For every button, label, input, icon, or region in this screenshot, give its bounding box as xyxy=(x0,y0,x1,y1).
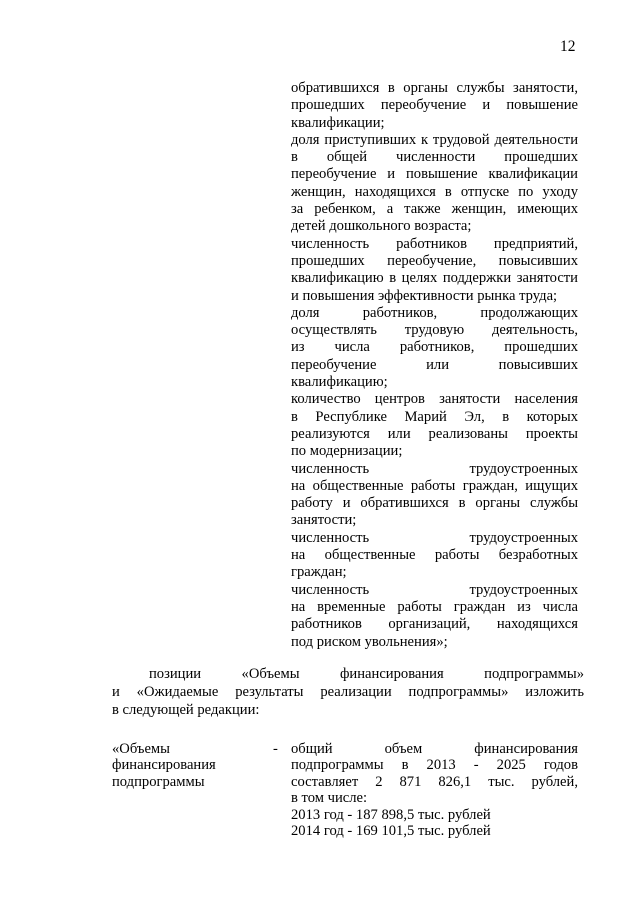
indicator-line: под риском увольнения»; xyxy=(291,633,448,650)
instruction-line: позиции «Объемы финансирования подпрограммы» xyxy=(149,666,584,682)
indicator-line: на временные работы граждан из числа xyxy=(291,598,578,615)
indicator-line: работу и обратившихся в органы службы xyxy=(291,495,578,512)
table-right-cell xyxy=(291,741,578,839)
instruction-line: в следующей редакции: xyxy=(112,702,260,719)
instruction-paragraph xyxy=(112,665,584,720)
table-right-line: общий объем финансирования xyxy=(291,741,578,757)
indicator-line: переобучение или повысивших xyxy=(291,356,578,373)
indicator-line: обратившихся в органы службы занятости, xyxy=(291,80,578,96)
table-left-line: финансирования xyxy=(112,757,216,774)
instruction-line: и «Ожидаемые результаты реализации подпрограммы» изложить xyxy=(112,684,584,701)
indicator-line: детей дошкольного возраста; xyxy=(291,218,472,235)
indicator-line: численность трудоустроенных xyxy=(291,581,578,598)
indicator-line: численность работников предприятий, xyxy=(291,235,578,252)
indicator-line: работников организаций, находящихся xyxy=(291,616,578,633)
indicator-line: занятости; xyxy=(291,512,357,529)
indicator-line: квалификацию; xyxy=(291,374,388,391)
table-dash: - xyxy=(273,741,278,757)
indicator-line: из числа работников, прошедших xyxy=(291,339,578,356)
indicator-line: доля приступивших к трудовой деятельности xyxy=(291,131,578,148)
indicator-list xyxy=(291,80,578,651)
indicator-line: квалификации; xyxy=(291,114,385,131)
indicator-line: реализуются или реализованы проекты xyxy=(291,425,578,442)
indicator-line: граждан; xyxy=(291,564,347,581)
table-right-line: 2013 год - 187 898,5 тыс. рублей xyxy=(291,806,491,823)
indicator-line: численность трудоустроенных xyxy=(291,460,578,477)
indicator-line: прошедших переобучение, повысивших xyxy=(291,252,578,269)
indicator-line: прошедших переобучение и повышение xyxy=(291,97,578,114)
table-right-line: в том числе: xyxy=(291,790,368,807)
indicator-line: по модернизации; xyxy=(291,443,403,460)
table-right-line: подпрограммы в 2013 - 2025 годов xyxy=(291,757,578,774)
table-left-line: подпрограммы xyxy=(112,773,205,790)
indicator-line: и повышения эффективности рынка труда; xyxy=(291,287,558,304)
indicator-line: за ребенком, а также женщин, имеющих xyxy=(291,201,578,218)
indicator-line: на общественные работы граждан, ищущих xyxy=(291,477,578,494)
indicator-line: численность трудоустроенных xyxy=(291,529,578,546)
page-number: 12 xyxy=(560,38,576,55)
indicator-line: количество центров занятости населения xyxy=(291,391,578,408)
indicator-line: женщин, находящихся в отпуске по уходу xyxy=(291,183,578,200)
table-left-cell xyxy=(112,741,290,790)
indicator-line: осуществлять трудовую деятельность, xyxy=(291,322,578,339)
table-left-line: «Объемы xyxy=(112,741,170,757)
indicator-line: на общественные работы безработных xyxy=(291,547,578,564)
indicator-line: в общей численности прошедших xyxy=(291,149,578,166)
table-right-line: составляет 2 871 826,1 тыс. рублей, xyxy=(291,773,578,790)
indicator-line: в Республике Марий Эл, в которых xyxy=(291,408,578,425)
indicator-line: квалификацию в целях поддержки занятости xyxy=(291,270,578,287)
table-right-line: 2014 год - 169 101,5 тыс. рублей xyxy=(291,822,491,839)
indicator-line: переобучение и повышение квалификации xyxy=(291,166,578,183)
indicator-line: доля работников, продолжающих xyxy=(291,304,578,321)
